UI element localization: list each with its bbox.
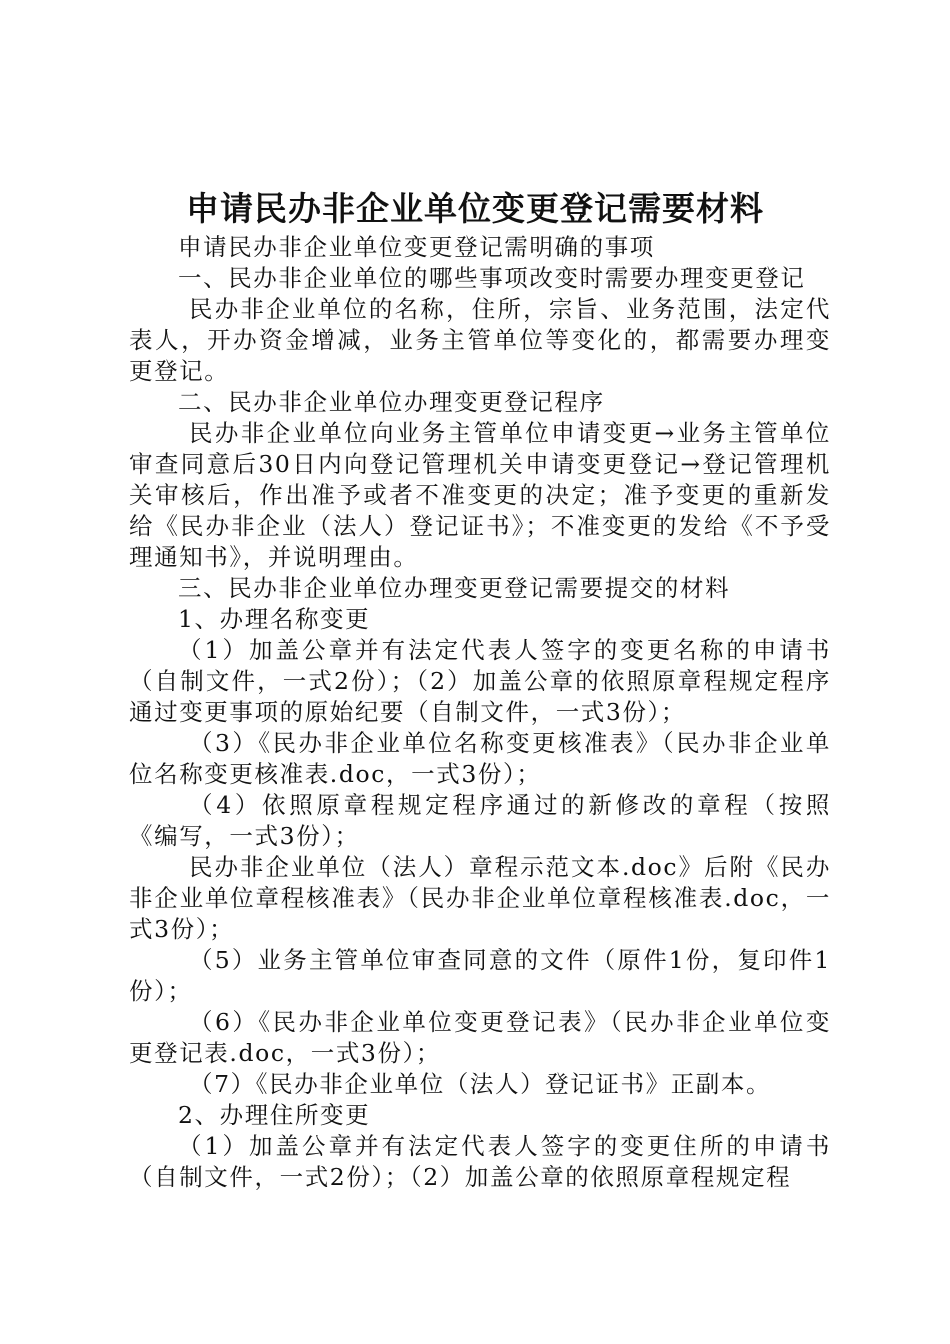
paragraph: （6）《民办非企业单位变更登记表》（民办非企业单位变更登记表.doc，一式3份）； xyxy=(129,1008,831,1067)
paragraph: 民办非企业单位（法人）章程示范文本.doc》后附《民办非企业单位章程核准表》（民办非企业单位章程核准表.doc，一式3份）； xyxy=(129,853,831,943)
document-title: 申请民办非企业单位变更登记需要材料 xyxy=(186,189,764,228)
paragraph: 1、办理名称变更 xyxy=(178,605,371,633)
paragraph: （3）《民办非企业单位名称变更核准表》（民办非企业单位名称变更核准表.doc，一式3份）； xyxy=(129,729,831,788)
paragraph: 2、办理住所变更 xyxy=(178,1101,371,1129)
paragraph: （1）加盖公章并有法定代表人签字的变更名称的申请书（自制文件，一式2份）；（2）加盖公章的依照原章程规定程序通过变更事项的原始纪要（自制文件，一式3份）； xyxy=(129,636,831,726)
paragraph: （4）依照原章程规定程序通过的新修改的章程（按照《编写，一式3份）； xyxy=(129,791,831,850)
paragraph: 二、民办非企业单位办理变更登记程序 xyxy=(178,388,605,416)
paragraph: 申请民办非企业单位变更登记需明确的事项 xyxy=(178,233,655,261)
paragraph: 民办非企业单位的名称，住所，宗旨、业务范围，法定代表人，开办资金增减，业务主管单位等变化的，都需要办理变更登记。 xyxy=(129,295,831,385)
paragraph: （5）业务主管单位审查同意的文件（原件1份，复印件1份）； xyxy=(129,946,831,1005)
paragraph: 三、民办非企业单位办理变更登记需要提交的材料 xyxy=(178,574,731,602)
paragraph: （1）加盖公章并有法定代表人签字的变更住所的申请书（自制文件，一式2份）；（2）加盖公章的依照原章程规定程 xyxy=(129,1132,831,1191)
paragraph: 一、民办非企业单位的哪些事项改变时需要办理变更登记 xyxy=(178,264,806,292)
paragraph: 民办非企业单位向业务主管单位申请变更→业务主管单位审查同意后30日内向登记管理机关申请变更登记→登记管理机关审核后，作出准予或者不准变更的决定；准予变更的重新发给《民办非企业（法人）登记证书》；不准变更的发给《不予受理通知书》，并说明理由。 xyxy=(129,419,831,571)
paragraph: （7）《民办非企业单位（法人）登记证书》正副本。 xyxy=(189,1070,772,1098)
document-body xyxy=(129,232,831,1193)
